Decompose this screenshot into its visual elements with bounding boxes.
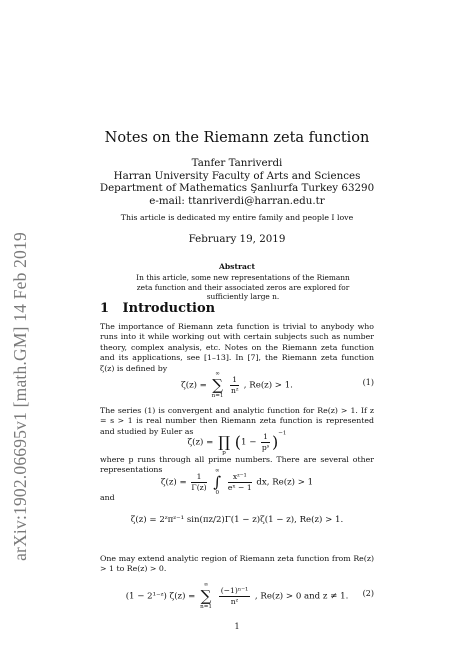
eq2-fraction <box>219 586 250 607</box>
eq1-rhs: , Re(z) > 1. <box>243 380 293 391</box>
paragraph-2: The series (1) is convergent and analytic function for Re(z) > 1. If z = s > 1 is real number then Riemann zeta function is represented and studied by Euler as <box>100 406 374 436</box>
gamma-denominator: Γ(z) <box>191 482 207 492</box>
integral-upper-limit: ∞ <box>214 468 220 474</box>
equation-number-1: (1) <box>362 378 374 387</box>
eq1-numerator: 1 <box>232 374 238 384</box>
integrand-numerator: xᶻ⁻¹ <box>228 472 252 483</box>
author-affiliation-2: Department of Mathematics Şanlıurfa Turkey 63290 <box>99 182 375 195</box>
euler-exponent: −1 <box>278 430 287 437</box>
eq1-fraction <box>230 375 239 396</box>
section-title: Introduction <box>122 301 216 316</box>
sum2-upper-limit: ∞ <box>203 582 209 588</box>
arxiv-stamp <box>0 200 40 592</box>
integral-lhs: ζ(z) = <box>160 477 187 488</box>
equation-2 <box>100 581 374 610</box>
integral-lower-limit: 0 <box>215 490 220 496</box>
integrand-fraction <box>228 472 252 493</box>
sum-operator-2: ∞ ∑ n=1 <box>200 582 212 610</box>
eq2-rhs: , Re(z) > 0 and z ≠ 1. <box>254 591 349 602</box>
functional-equation-text: ζ(z) = 2ᶻπᶻ⁻¹ sin(πz/2)Γ(1 − z)ζ(1 − z), Re(z) > 1. <box>130 515 344 525</box>
gamma-fraction <box>191 472 206 493</box>
paragraph-3: where p runs through all prime numbers. There are several other representations <box>100 455 374 475</box>
paper-title: Notes on the Riemann zeta function <box>104 130 370 146</box>
paragraph-5: One may extend analytic region of Riemann zeta function from Re(z) > 1 to Re(z) > 0. <box>100 554 374 574</box>
sum-operator: ∞ ∑ n=1 <box>211 371 224 399</box>
eq2-lhs: (1 − 2¹⁻ᶻ) ζ(z) = <box>125 591 196 602</box>
integral-rhs: dx, Re(z) > 1 <box>256 477 314 488</box>
section-heading <box>100 301 215 316</box>
paragraph-1: The importance of Riemann zeta function is trivial to anybody who runs into it while working out with certain subjects such as number theory, complex analysis, etc. Notes on the Riemann zeta function and its applications, see [1–13]. In [7], the Riemann zeta function ζ(z) is defined by <box>100 322 374 373</box>
equation-1 <box>100 370 374 399</box>
integrand-denominator: eˣ − 1 <box>227 482 252 492</box>
paper-date: February 19, 2019 <box>188 233 286 245</box>
gamma-numerator: 1 <box>191 472 206 483</box>
section-number: 1 <box>100 301 110 316</box>
sum-upper-limit: ∞ <box>215 371 220 377</box>
dedication: This article is dedicated my entire family and people I love <box>120 213 354 222</box>
author-email: e-mail: ttanriverdi@harran.edu.tr <box>149 194 325 207</box>
author-affiliation-1: Harran University Faculty of Arts and Sciences <box>113 169 361 182</box>
paragraph-4: and <box>100 493 115 502</box>
sum2-lower-limit: n=1 <box>200 604 212 610</box>
arxiv-stamp-text: arXiv:1902.06695v1 [math.GM] 14 Feb 2019 <box>9 231 30 561</box>
equation-integral <box>100 467 374 496</box>
euler-lhs: ζ(z) = <box>187 437 214 448</box>
page-number: 1 <box>234 622 240 631</box>
eq1-lhs: ζ(z) = <box>181 380 207 391</box>
eq2-numerator: (−1)ⁿ⁻¹ <box>220 585 249 595</box>
euler-numerator: 1 <box>263 431 268 441</box>
eq2-denominator: nᶻ <box>230 596 239 606</box>
equation-euler-product: ζ(z) = ∏ p (1 − $\frac{1}{\text{pˢ}}$ )$^{-1}$ <box>100 427 374 453</box>
euler-inner: 1 − <box>241 437 257 448</box>
product-lower-limit: p <box>222 450 226 456</box>
equation-number-2: (2) <box>362 589 374 598</box>
eq1-denominator: nᶻ <box>230 385 239 395</box>
author-name: Tanfer Tanriverdi <box>191 157 283 169</box>
euler-denominator: pˢ <box>261 442 270 452</box>
euler-fraction <box>261 432 270 453</box>
abstract-heading: Abstract <box>218 262 256 271</box>
equation-functional <box>100 515 374 531</box>
author-block <box>0 157 474 207</box>
abstract-text: In this article, some new representations of the Riemann zeta function and their associated zeros are explored for sufficiently large n. <box>136 273 350 302</box>
integral-operator: ∞ ∫ 0 <box>213 468 222 496</box>
product-operator: ∏ p <box>218 433 231 456</box>
sum-lower-limit: n=1 <box>211 393 224 399</box>
